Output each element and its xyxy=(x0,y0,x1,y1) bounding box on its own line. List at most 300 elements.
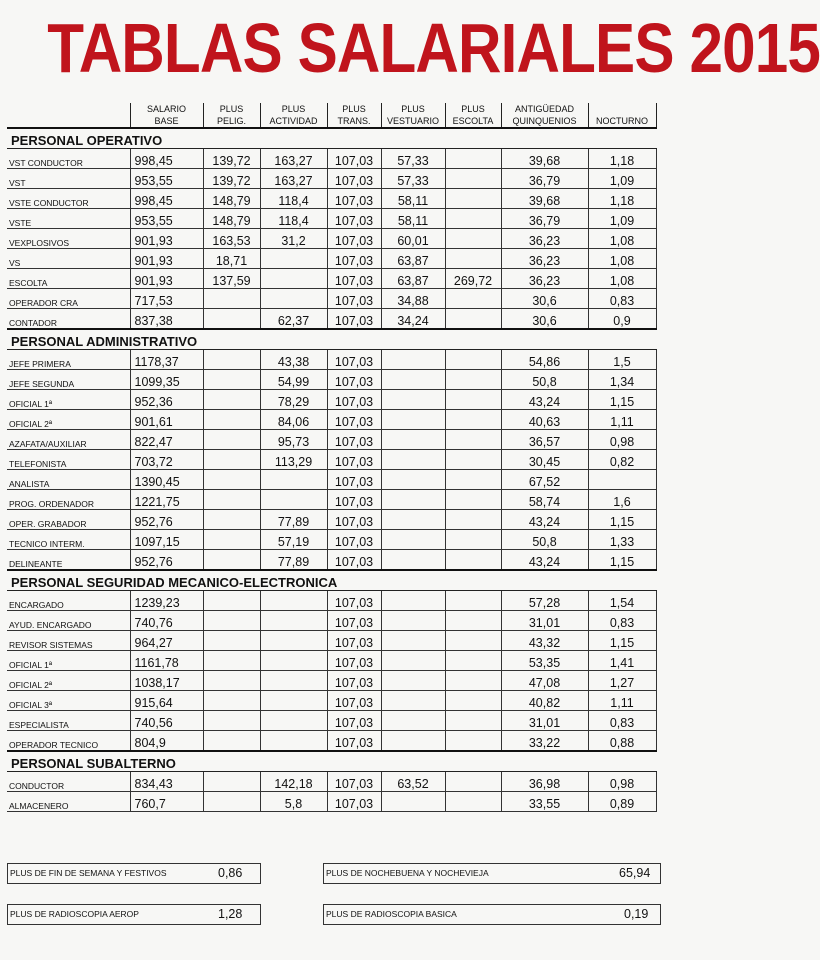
value-cell: 0,98 xyxy=(588,772,656,792)
value-cell xyxy=(445,792,501,812)
row-label: OFICIAL 2ª xyxy=(7,410,130,430)
value-cell: 1,27 xyxy=(588,671,656,691)
value-cell: 43,24 xyxy=(501,550,588,571)
value-cell: 1038,17 xyxy=(130,671,203,691)
table-row xyxy=(7,370,656,390)
value-cell: 107,03 xyxy=(327,530,381,550)
value-cell: 77,89 xyxy=(260,510,327,530)
table-row xyxy=(7,289,656,309)
value-cell: 717,53 xyxy=(130,289,203,309)
value-cell: 1,09 xyxy=(588,169,656,189)
value-cell xyxy=(381,731,445,752)
row-label: JEFE PRIMERA xyxy=(7,350,130,370)
value-cell xyxy=(260,490,327,510)
value-cell: 1,15 xyxy=(588,390,656,410)
value-cell: 901,93 xyxy=(130,229,203,249)
table-row xyxy=(7,530,656,550)
table-row xyxy=(7,169,656,189)
value-cell xyxy=(445,470,501,490)
value-cell xyxy=(445,229,501,249)
row-label: OFICIAL 1ª xyxy=(7,390,130,410)
table-row xyxy=(7,711,656,731)
value-cell: 139,72 xyxy=(203,149,260,169)
value-cell: 95,73 xyxy=(260,430,327,450)
row-label: OFICIAL 3ª xyxy=(7,691,130,711)
value-cell: 1161,78 xyxy=(130,651,203,671)
row-label: VS xyxy=(7,249,130,269)
value-cell: 107,03 xyxy=(327,289,381,309)
value-cell: 1,5 xyxy=(588,350,656,370)
value-cell: 62,37 xyxy=(260,309,327,330)
salary-table xyxy=(7,103,657,812)
value-cell xyxy=(203,611,260,631)
value-cell: 107,03 xyxy=(327,209,381,229)
value-cell xyxy=(203,591,260,611)
row-label: AZAFATA/AUXILIAR xyxy=(7,430,130,450)
value-cell xyxy=(445,510,501,530)
value-cell: 148,79 xyxy=(203,209,260,229)
value-cell: 107,03 xyxy=(327,390,381,410)
value-cell: 0,83 xyxy=(588,711,656,731)
value-cell xyxy=(203,350,260,370)
value-cell: 30,6 xyxy=(501,309,588,330)
value-cell: 107,03 xyxy=(327,189,381,209)
value-cell: 50,8 xyxy=(501,370,588,390)
value-cell: 47,08 xyxy=(501,671,588,691)
table-row xyxy=(7,792,656,812)
value-cell: 60,01 xyxy=(381,229,445,249)
value-cell: 58,11 xyxy=(381,209,445,229)
value-cell: 30,45 xyxy=(501,450,588,470)
column-header-line2: ESCOLTA xyxy=(452,116,494,126)
value-cell: 915,64 xyxy=(130,691,203,711)
table-row xyxy=(7,410,656,430)
table-row xyxy=(7,651,656,671)
value-cell xyxy=(445,691,501,711)
value-cell xyxy=(445,731,501,752)
column-header-line1: PLUS xyxy=(219,104,244,114)
value-cell: 54,86 xyxy=(501,350,588,370)
value-cell: 107,03 xyxy=(327,430,381,450)
value-cell: 1,15 xyxy=(588,631,656,651)
row-label: ANALISTA xyxy=(7,470,130,490)
value-cell: 837,38 xyxy=(130,309,203,330)
value-cell xyxy=(381,450,445,470)
column-header xyxy=(260,103,327,128)
value-cell: 1,33 xyxy=(588,530,656,550)
value-cell: 78,29 xyxy=(260,390,327,410)
table-row xyxy=(7,470,656,490)
table-row xyxy=(7,309,656,330)
value-cell xyxy=(445,370,501,390)
row-label: TECNICO INTERM. xyxy=(7,530,130,550)
row-label: REVISOR SISTEMAS xyxy=(7,631,130,651)
value-cell: 804,9 xyxy=(130,731,203,752)
value-cell: 1097,15 xyxy=(130,530,203,550)
row-label: VST xyxy=(7,169,130,189)
value-cell xyxy=(203,631,260,651)
row-label: OPERADOR TECNICO xyxy=(7,731,130,752)
column-header-line1: ANTIGÜEDAD xyxy=(514,104,574,114)
value-cell: 36,98 xyxy=(501,772,588,792)
value-cell xyxy=(203,430,260,450)
table-row xyxy=(7,671,656,691)
row-label: CONTADOR xyxy=(7,309,130,330)
row-label: ALMACENERO xyxy=(7,792,130,812)
value-cell: 901,93 xyxy=(130,249,203,269)
value-cell xyxy=(203,530,260,550)
header-blank xyxy=(7,103,130,128)
value-cell xyxy=(381,390,445,410)
section-header-row xyxy=(7,570,656,591)
value-cell: 36,23 xyxy=(501,229,588,249)
section-header-row xyxy=(7,751,656,772)
value-cell: 36,23 xyxy=(501,269,588,289)
value-cell: 1239,23 xyxy=(130,591,203,611)
value-cell: 1,18 xyxy=(588,189,656,209)
value-cell xyxy=(381,711,445,731)
section-title: PERSONAL OPERATIVO xyxy=(7,128,656,149)
table-row xyxy=(7,691,656,711)
value-cell xyxy=(203,490,260,510)
value-cell: 822,47 xyxy=(130,430,203,450)
value-cell: 0,83 xyxy=(588,289,656,309)
radioscopia-basica-value: 0,19 xyxy=(624,907,649,921)
value-cell xyxy=(445,631,501,651)
value-cell xyxy=(445,651,501,671)
value-cell: 1178,37 xyxy=(130,350,203,370)
row-label: ESCOLTA xyxy=(7,269,130,289)
value-cell: 40,82 xyxy=(501,691,588,711)
table-row xyxy=(7,249,656,269)
value-cell xyxy=(203,510,260,530)
header-row xyxy=(7,103,656,128)
row-label: VSTE CONDUCTOR xyxy=(7,189,130,209)
column-header-line2: ACTIVIDAD xyxy=(269,116,318,126)
value-cell: 1,18 xyxy=(588,149,656,169)
table-row xyxy=(7,490,656,510)
value-cell xyxy=(203,390,260,410)
value-cell: 1,15 xyxy=(588,510,656,530)
value-cell xyxy=(445,249,501,269)
table-row xyxy=(7,611,656,631)
value-cell: 57,33 xyxy=(381,169,445,189)
value-cell: 107,03 xyxy=(327,651,381,671)
value-cell: 901,93 xyxy=(130,269,203,289)
value-cell: 703,72 xyxy=(130,450,203,470)
value-cell: 77,89 xyxy=(260,550,327,571)
value-cell: 1,11 xyxy=(588,691,656,711)
value-cell xyxy=(381,410,445,430)
value-cell: 107,03 xyxy=(327,772,381,792)
value-cell: 33,55 xyxy=(501,792,588,812)
value-cell xyxy=(445,711,501,731)
value-cell xyxy=(260,269,327,289)
column-header xyxy=(203,103,260,128)
value-cell xyxy=(381,470,445,490)
table-row xyxy=(7,550,656,571)
value-cell: 1,11 xyxy=(588,410,656,430)
row-label: OPERADOR CRA xyxy=(7,289,130,309)
value-cell: 1,15 xyxy=(588,550,656,571)
value-cell xyxy=(260,289,327,309)
row-label: DELINEANTE xyxy=(7,550,130,571)
value-cell: 148,79 xyxy=(203,189,260,209)
value-cell: 54,99 xyxy=(260,370,327,390)
table-row xyxy=(7,189,656,209)
value-cell: 58,11 xyxy=(381,189,445,209)
column-header-line1: PLUS xyxy=(401,104,425,114)
value-cell: 36,23 xyxy=(501,249,588,269)
section-title: PERSONAL SEGURIDAD MECANICO-ELECTRONICA xyxy=(7,570,656,591)
fin-semana-label: PLUS DE FIN DE SEMANA Y FESTIVOS xyxy=(10,868,167,878)
column-header-line2: QUINQUENIOS xyxy=(512,116,577,126)
value-cell xyxy=(445,530,501,550)
value-cell: 67,52 xyxy=(501,470,588,490)
value-cell xyxy=(260,631,327,651)
row-label: OFICIAL 1ª xyxy=(7,651,130,671)
radioscopia-basica-label: PLUS DE RADIOSCOPIA BASICA xyxy=(326,909,457,919)
value-cell: 50,8 xyxy=(501,530,588,550)
row-label: TELEFONISTA xyxy=(7,450,130,470)
value-cell xyxy=(203,370,260,390)
fin-semana-box xyxy=(7,863,261,884)
value-cell: 107,03 xyxy=(327,410,381,430)
row-label: OPER. GRABADOR xyxy=(7,510,130,530)
column-header xyxy=(130,103,203,128)
row-label: ENCARGADO xyxy=(7,591,130,611)
value-cell: 107,03 xyxy=(327,711,381,731)
value-cell xyxy=(260,249,327,269)
value-cell: 57,19 xyxy=(260,530,327,550)
table-row xyxy=(7,390,656,410)
value-cell: 0,82 xyxy=(588,450,656,470)
fin-semana-value: 0,86 xyxy=(218,866,243,880)
value-cell: 964,27 xyxy=(130,631,203,651)
table-row xyxy=(7,269,656,289)
table-row xyxy=(7,229,656,249)
value-cell: 760,7 xyxy=(130,792,203,812)
value-cell xyxy=(445,450,501,470)
value-cell: 113,29 xyxy=(260,450,327,470)
value-cell: 107,03 xyxy=(327,350,381,370)
value-cell: 58,74 xyxy=(501,490,588,510)
row-label: ESPECIALISTA xyxy=(7,711,130,731)
value-cell: 142,18 xyxy=(260,772,327,792)
nochebuena-value: 65,94 xyxy=(619,866,651,880)
value-cell xyxy=(381,550,445,571)
row-label: VST CONDUCTOR xyxy=(7,149,130,169)
section-title: PERSONAL ADMINISTRATIVO xyxy=(7,329,656,350)
value-cell: 952,76 xyxy=(130,510,203,530)
value-cell: 139,72 xyxy=(203,169,260,189)
section-header-row xyxy=(7,329,656,350)
value-cell: 1,08 xyxy=(588,229,656,249)
value-cell: 1,6 xyxy=(588,490,656,510)
value-cell xyxy=(260,651,327,671)
value-cell xyxy=(203,651,260,671)
value-cell xyxy=(203,691,260,711)
value-cell: 57,28 xyxy=(501,591,588,611)
value-cell: 43,38 xyxy=(260,350,327,370)
value-cell: 107,03 xyxy=(327,631,381,651)
value-cell: 84,06 xyxy=(260,410,327,430)
column-header xyxy=(501,103,588,128)
value-cell xyxy=(588,470,656,490)
value-cell xyxy=(260,731,327,752)
value-cell: 107,03 xyxy=(327,510,381,530)
value-cell: 30,6 xyxy=(501,289,588,309)
value-cell xyxy=(381,792,445,812)
value-cell: 998,45 xyxy=(130,149,203,169)
value-cell xyxy=(260,591,327,611)
column-header xyxy=(327,103,381,128)
column-header-line2: TRANS. xyxy=(337,116,371,126)
column-header-line1: PLUS xyxy=(342,104,366,114)
value-cell: 1,54 xyxy=(588,591,656,611)
value-cell xyxy=(445,490,501,510)
value-cell: 953,55 xyxy=(130,169,203,189)
value-cell xyxy=(203,671,260,691)
value-cell xyxy=(381,591,445,611)
table-row xyxy=(7,731,656,752)
value-cell: 36,57 xyxy=(501,430,588,450)
value-cell xyxy=(445,430,501,450)
nochebuena-label: PLUS DE NOCHEBUENA Y NOCHEVIEJA xyxy=(326,868,489,878)
value-cell xyxy=(445,390,501,410)
value-cell xyxy=(445,309,501,330)
value-cell: 107,03 xyxy=(327,731,381,752)
value-cell: 107,03 xyxy=(327,370,381,390)
value-cell xyxy=(203,410,260,430)
value-cell xyxy=(445,169,501,189)
table-row xyxy=(7,209,656,229)
value-cell xyxy=(203,711,260,731)
column-header xyxy=(588,103,656,128)
value-cell: 107,03 xyxy=(327,691,381,711)
value-cell: 107,03 xyxy=(327,450,381,470)
table-row xyxy=(7,350,656,370)
value-cell: 901,61 xyxy=(130,410,203,430)
value-cell xyxy=(445,550,501,571)
value-cell xyxy=(381,671,445,691)
radioscopia-aerop-label: PLUS DE RADIOSCOPIA AEROP xyxy=(10,909,139,919)
value-cell: 63,87 xyxy=(381,249,445,269)
value-cell xyxy=(381,631,445,651)
value-cell xyxy=(260,470,327,490)
column-header-line2: PELIG. xyxy=(216,116,246,126)
value-cell xyxy=(381,350,445,370)
value-cell: 39,68 xyxy=(501,189,588,209)
row-label: JEFE SEGUNDA xyxy=(7,370,130,390)
value-cell: 107,03 xyxy=(327,591,381,611)
value-cell: 107,03 xyxy=(327,269,381,289)
value-cell: 952,36 xyxy=(130,390,203,410)
value-cell: 107,03 xyxy=(327,470,381,490)
value-cell xyxy=(445,350,501,370)
value-cell: 137,59 xyxy=(203,269,260,289)
value-cell: 63,87 xyxy=(381,269,445,289)
column-header-line2: BASE xyxy=(154,116,179,126)
value-cell xyxy=(203,772,260,792)
value-cell: 33,22 xyxy=(501,731,588,752)
row-label: AYUD. ENCARGADO xyxy=(7,611,130,631)
column-header xyxy=(381,103,445,128)
value-cell: 31,01 xyxy=(501,611,588,631)
value-cell: 953,55 xyxy=(130,209,203,229)
value-cell xyxy=(445,591,501,611)
section-title: PERSONAL SUBALTERNO xyxy=(7,751,656,772)
value-cell: 18,71 xyxy=(203,249,260,269)
value-cell: 107,03 xyxy=(327,792,381,812)
value-cell xyxy=(203,792,260,812)
value-cell xyxy=(445,209,501,229)
value-cell xyxy=(445,289,501,309)
value-cell: 5,8 xyxy=(260,792,327,812)
value-cell xyxy=(203,450,260,470)
value-cell: 43,32 xyxy=(501,631,588,651)
value-cell xyxy=(203,550,260,571)
radioscopia-aerop-value: 1,28 xyxy=(218,907,243,921)
value-cell: 31,2 xyxy=(260,229,327,249)
value-cell: 998,45 xyxy=(130,189,203,209)
column-header-line2: VESTUARIO xyxy=(386,116,439,126)
value-cell xyxy=(381,530,445,550)
column-header-line1: SALARIO xyxy=(146,104,186,114)
table-row xyxy=(7,772,656,792)
value-cell: 0,9 xyxy=(588,309,656,330)
value-cell: 1,09 xyxy=(588,209,656,229)
value-cell: 63,52 xyxy=(381,772,445,792)
value-cell xyxy=(381,611,445,631)
value-cell: 1,34 xyxy=(588,370,656,390)
value-cell: 107,03 xyxy=(327,169,381,189)
value-cell xyxy=(445,611,501,631)
value-cell xyxy=(445,410,501,430)
value-cell xyxy=(381,691,445,711)
value-cell: 0,89 xyxy=(588,792,656,812)
value-cell: 269,72 xyxy=(445,269,501,289)
value-cell xyxy=(445,189,501,209)
value-cell xyxy=(381,490,445,510)
value-cell: 1390,45 xyxy=(130,470,203,490)
row-label: CONDUCTOR xyxy=(7,772,130,792)
radioscopia-basica-box xyxy=(323,904,661,925)
value-cell: 107,03 xyxy=(327,611,381,631)
value-cell xyxy=(203,731,260,752)
value-cell: 1,41 xyxy=(588,651,656,671)
table-row xyxy=(7,591,656,611)
value-cell: 163,27 xyxy=(260,149,327,169)
value-cell xyxy=(260,691,327,711)
value-cell: 43,24 xyxy=(501,390,588,410)
value-cell: 107,03 xyxy=(327,309,381,330)
value-cell: 1,08 xyxy=(588,249,656,269)
value-cell: 34,88 xyxy=(381,289,445,309)
value-cell: 43,24 xyxy=(501,510,588,530)
value-cell xyxy=(260,611,327,631)
value-cell xyxy=(203,289,260,309)
value-cell: 107,03 xyxy=(327,149,381,169)
value-cell: 107,03 xyxy=(327,550,381,571)
value-cell: 1221,75 xyxy=(130,490,203,510)
value-cell xyxy=(381,430,445,450)
value-cell: 1,08 xyxy=(588,269,656,289)
value-cell: 0,88 xyxy=(588,731,656,752)
row-label: VEXPLOSIVOS xyxy=(7,229,130,249)
value-cell xyxy=(203,470,260,490)
table-row xyxy=(7,450,656,470)
